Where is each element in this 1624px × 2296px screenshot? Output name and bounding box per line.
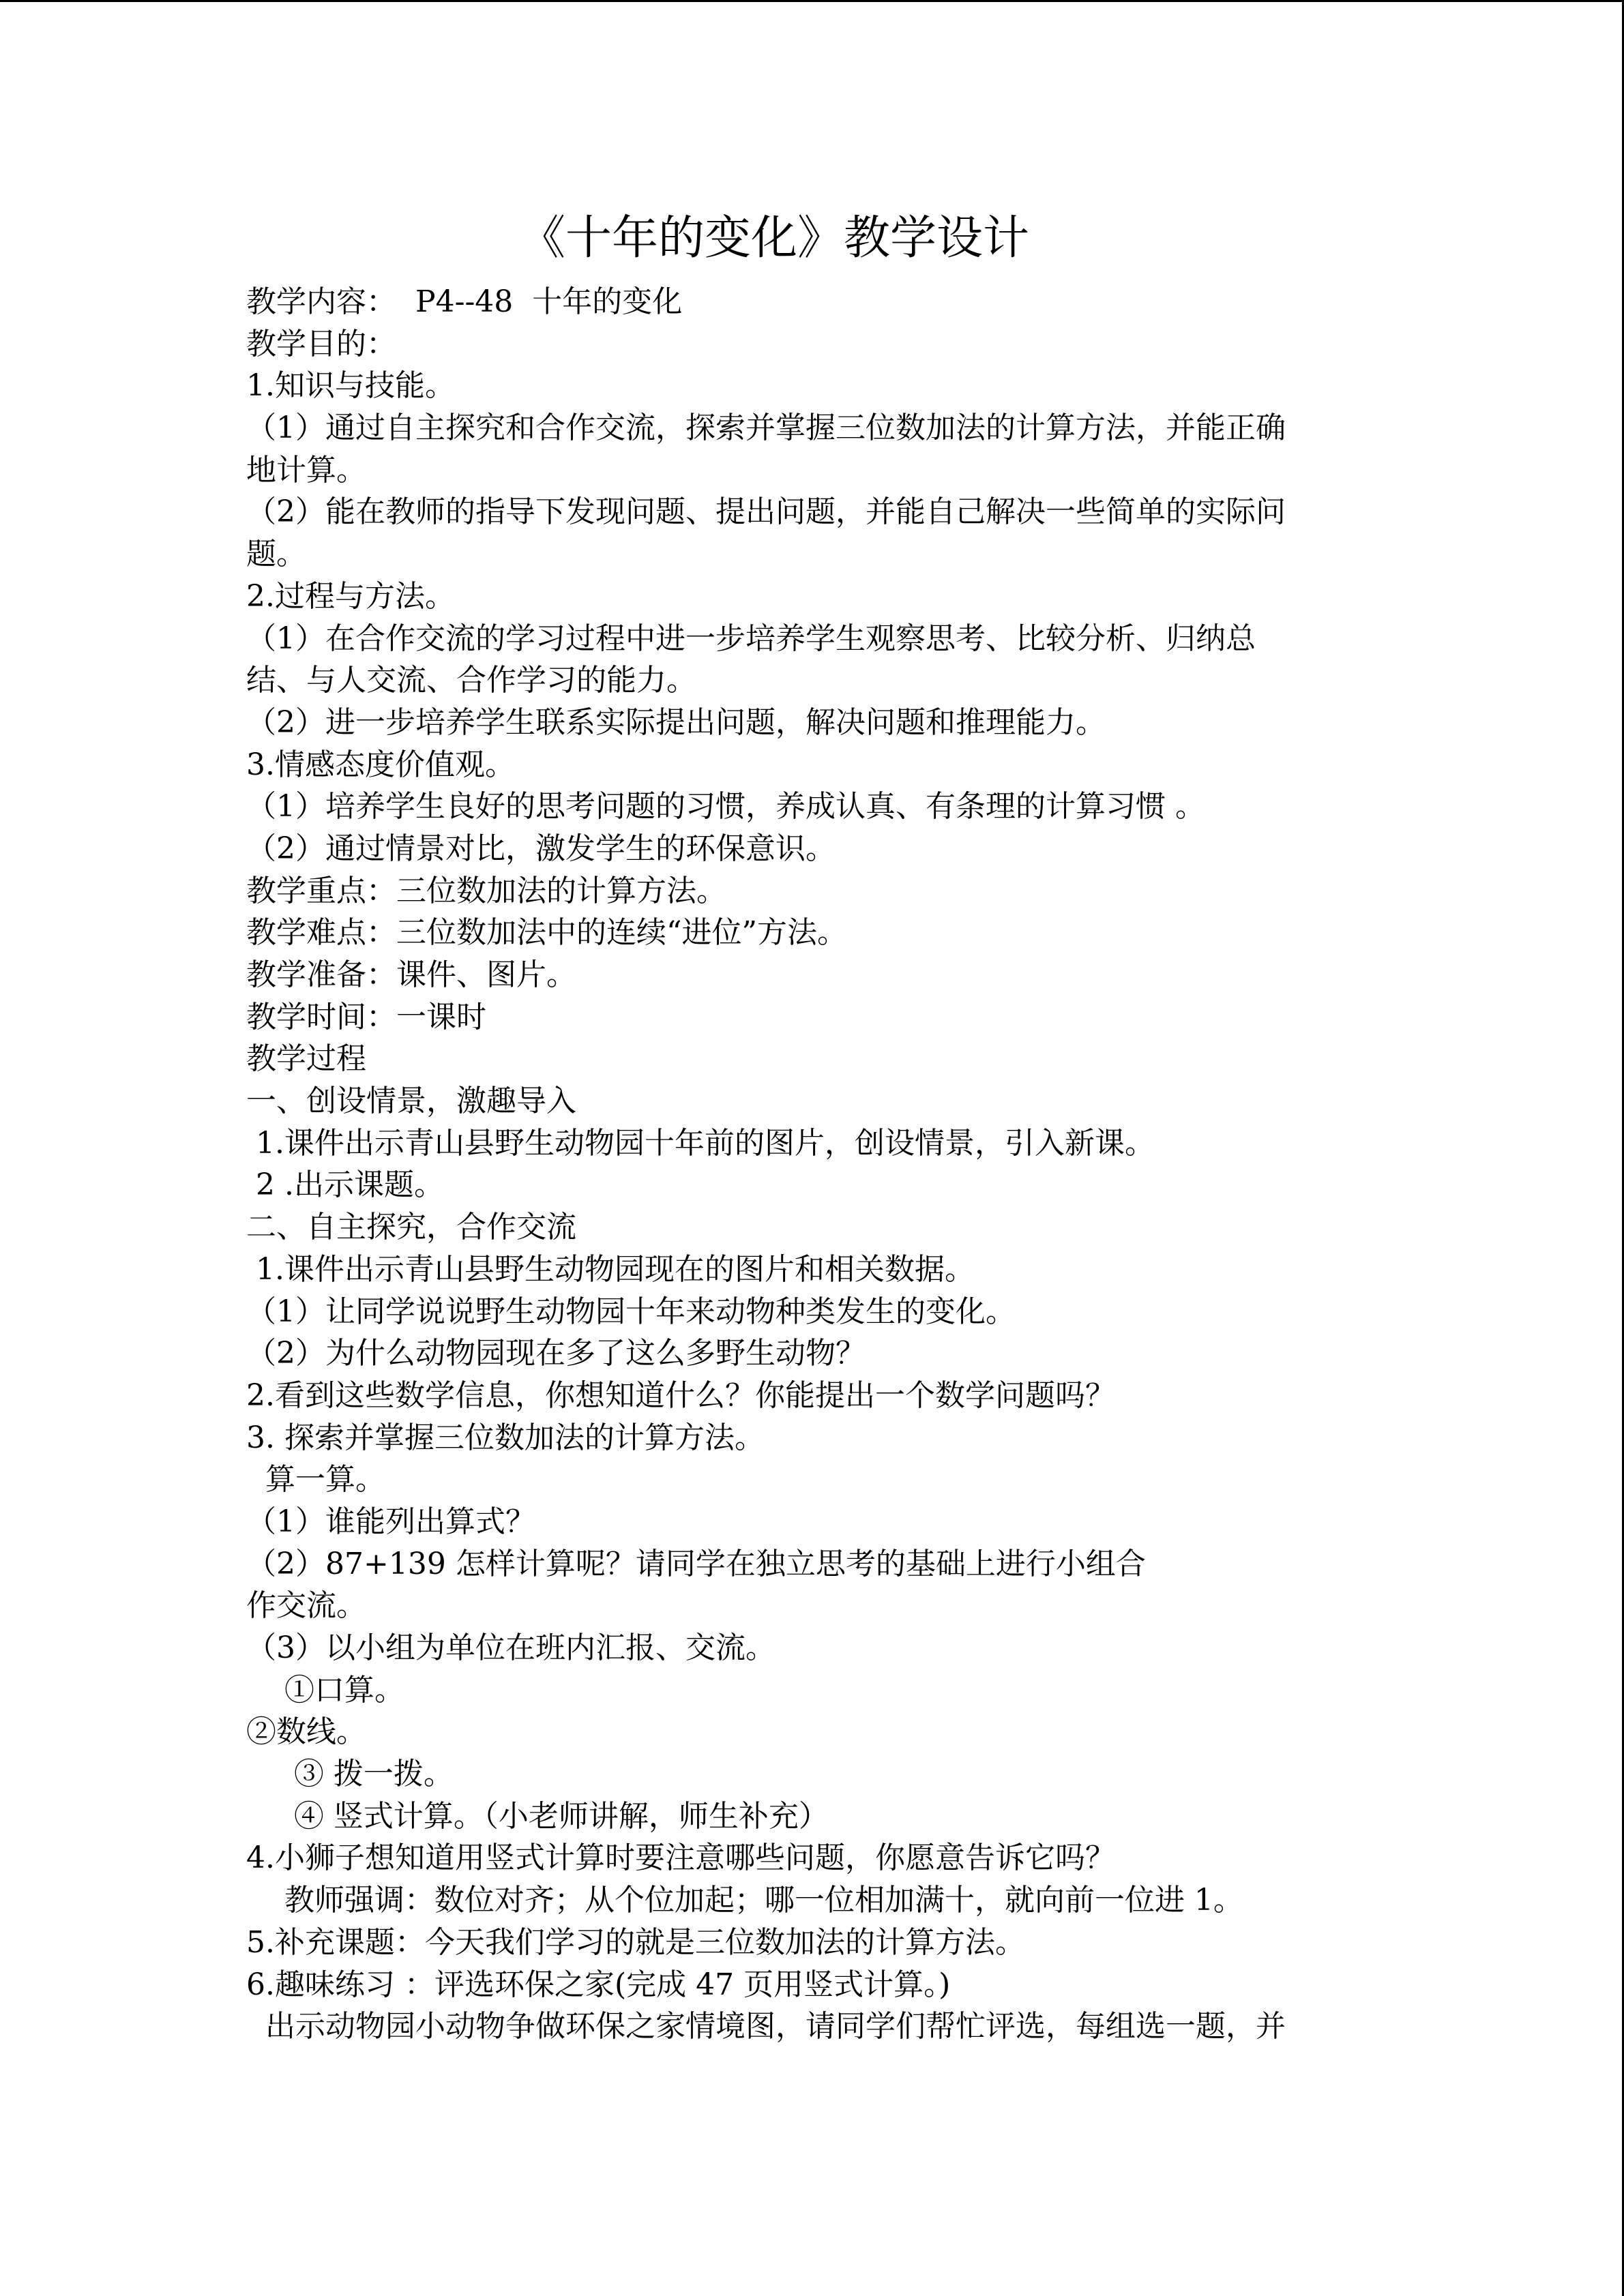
text-line: （1）让同学说说野生动物园十年来动物种类发生的变化。 (246, 1294, 1016, 1329)
text-line: 6.趣味练习 ：评选环保之家(完成 47 页用竖式计算。) (246, 1967, 951, 2002)
text-line-key-point: 教学重点：三位数加法的计算方法。 (246, 873, 726, 908)
text-line: 结、与人交流、合作学习的能力。 (246, 663, 696, 698)
text-line: （2）87+139 怎样计算呢？请同学在独立思考的基础上进行小组合 (246, 1546, 1146, 1581)
text-line: 算一算。 (246, 1462, 385, 1497)
text-line: ④ 竖式计算。（小老师讲解，师生补充） (246, 1798, 829, 1834)
text-line: （2）进一步培养学生联系实际提出问题，解决问题和推理能力。 (246, 704, 1106, 740)
text-line: 2 .出示课题。 (246, 1167, 444, 1203)
document-body (246, 281, 1378, 2048)
page-top-border (0, 0, 1624, 2)
text-line: 作交流。 (246, 1588, 366, 1624)
text-line: 2.看到这些数学信息，你想知道什么？你能提出一个数学问题吗？ (246, 1377, 1115, 1413)
text-line: 出示动物园小动物争做环保之家情境图，请同学们帮忙评选，每组选一题，并 (246, 2009, 1286, 2044)
text-line-preparation: 教学准备：课件、图片。 (246, 957, 576, 992)
text-line: （1）在合作交流的学习过程中进一步培养学生观察思考、比较分析、归纳总 (246, 621, 1256, 656)
text-line-teaching-process: 教学过程 (246, 1041, 366, 1077)
text-line: （1）培养学生良好的思考问题的习惯，养成认真、有条理的计算习惯 。 (246, 789, 1205, 824)
text-line: 1.课件出示青山县野生动物园十年前的图片，创设情景，引入新课。 (246, 1125, 1155, 1161)
text-line: （2）为什么动物园现在多了这么多野生动物？ (246, 1336, 866, 1371)
text-line: （1）通过自主探究和合作交流，探索并掌握三位数加法的计算方法，并能正确 (246, 411, 1286, 446)
text-line: 题。 (246, 537, 306, 572)
text-line: （2）通过情景对比，激发学生的环保意识。 (246, 831, 836, 866)
text-line: ③ 拨一拨。 (246, 1757, 454, 1792)
text-line: 1.课件出示青山县野生动物园现在的图片和相关数据。 (246, 1251, 975, 1287)
text-line-attitude-values: 3.情感态度价值观。 (246, 747, 515, 782)
document-title: 《十年的变化》教学设计 (518, 211, 1029, 265)
text-line-teaching-content: 教学内容： P4--48 十年的变化 (246, 284, 683, 319)
text-line: （1）谁能列出算式？ (246, 1504, 535, 1539)
text-line-knowledge-skills: 1.知识与技能。 (246, 368, 455, 404)
text-line: ②数线。 (246, 1714, 366, 1750)
text-line: 3. 探索并掌握三位数加法的计算方法。 (246, 1420, 765, 1455)
text-line: 5.补充课题：今天我们学习的就是三位数加法的计算方法。 (246, 1924, 1025, 1960)
text-line-duration: 教学时间：一课时 (246, 999, 486, 1034)
section-heading-2: 二、自主探究，合作交流 (246, 1210, 576, 1245)
text-line-difficulty: 教学难点：三位数加法中的连续“进位”方法。 (246, 915, 847, 951)
text-line: 教师强调：数位对齐；从个位加起；哪一位相加满十，就向前一位进 1。 (246, 1883, 1243, 1918)
text-line-teaching-goals: 教学目的： (246, 326, 396, 361)
text-line-process-method: 2.过程与方法。 (246, 578, 455, 614)
section-heading-1: 一、创设情景，激趣导入 (246, 1084, 576, 1119)
text-line: （2）能在教师的指导下发现问题、提出问题，并能自己解决一些简单的实际问 (246, 494, 1286, 530)
text-line: ①口算。 (246, 1672, 404, 1708)
text-line: 地计算。 (246, 452, 366, 488)
text-line: （3）以小组为单位在班内汇报、交流。 (246, 1630, 776, 1665)
text-line: 4.小狮子想知道用竖式计算时要注意哪些问题，你愿意告诉它吗？ (246, 1840, 1115, 1876)
